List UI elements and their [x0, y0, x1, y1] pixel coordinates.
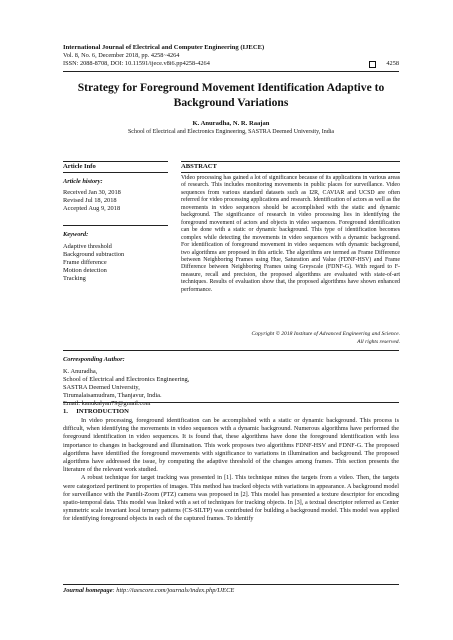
copyright-line-2: All rights reserved.	[357, 338, 400, 345]
keywords-heading: Keyword:	[63, 231, 89, 238]
corresponding-top-rule	[63, 350, 399, 351]
page-number-group	[369, 60, 399, 68]
article-info-under-rule	[63, 172, 168, 173]
issn-line: ISSN: 2088-8708, DOI: 10.11591/ijece.v8i6.pp4258-4264	[63, 60, 210, 67]
corresponding-bottom-rule	[63, 402, 399, 403]
corresponding-email: Email: kanukalyan79@gmail.com	[63, 400, 151, 407]
square-icon	[369, 61, 376, 68]
journal-homepage-url[interactable]: : http://iaescore.com/journals/index.php/IJECE	[112, 587, 235, 594]
abstract-text: Video processing has gained a lot of significance because of its applications in various areas of research. This includes monitoring movements in public places for surveillance. Video sequences from various standard datasets such as I2R, CAVIAR and UCSD are often referred for video processing applications and research. Identification of actors as well as the movements in video sequences should be accomplished with the static and dynamic background. The significance of research in video processing lies in identifying the foreground movement of actors and objects in video sequences. Foreground identification can be done with a static or dynamic background. This type of identification becomes complex while detecting the movements in video sequences with a dynamic background. For identification of foreground movement in video sequences with dynamic background, two algorithms are proposed in this article. The algorithms are termed as Frame Difference between Neighboring Frames using Hue, Saturation and Value (FDNF-HSV) and Frame Difference between Neighboring Frames using Greyscale (FDNF-G). With regard to F-measure, recall and precision, the proposed algorithms are evaluated with state-of-art techniques. Results of evaluation show that, the proposed algorithms have shown enhanced performance.	[181, 175, 400, 293]
issn-row	[63, 60, 399, 68]
keyword-item: Frame difference	[63, 259, 107, 266]
corresponding-name: K. Anuradha,	[63, 368, 98, 375]
journal-header	[63, 44, 399, 68]
copyright-notice	[181, 331, 400, 346]
corresponding-location: Tirumalaisamudram, Thanjavur, India.	[63, 392, 162, 399]
corresponding-school: School of Electrical and Electronics Engineering,	[63, 376, 190, 383]
history-accepted: Accepted Aug 9, 2018	[63, 205, 121, 212]
paper-authors: K. Anuradha, N. R. Raajan	[192, 120, 270, 127]
paper-title: Strategy for Foreground Movement Identification Adaptive to Background Variations	[77, 81, 385, 109]
keyword-item: Motion detection	[63, 267, 107, 274]
journal-homepage-label: Journal homepage	[63, 587, 113, 594]
article-history	[63, 178, 168, 213]
keyword-item: Tracking	[63, 275, 86, 282]
paper-affiliation: School of Electrical and Electronics Engineering, SASTRA Deemed University, India	[127, 129, 335, 135]
keyword-item: Adaptive threshold	[63, 243, 112, 250]
abstract-top-rule	[181, 161, 400, 162]
introduction-paragraph: A robust technique for target tracking was presented in [1]. This technique mines the targets from a video. Then, the targets were categorized pertinent to properties of images. This method has tracked objects with variations in appearance. A background model for surveillance with the Pantilt-Zoom (PTZ) camera was proposed in [2]. This model has presented a texture descriptor for encoding spatio-temporal data. This model was linked with a set of techniques for tracking objects. In [3], a textual descriptor referred as Center symmetric scale invariant local ternary patterns (CS-SILTP) was contributed for building a background model. This model was applied for identifying foreground objects in each of the captured frames. To identify	[63, 474, 399, 523]
keywords	[63, 231, 168, 283]
introduction-body	[63, 417, 399, 524]
journal-homepage	[63, 587, 234, 595]
corresponding-university: SASTRA Deemed University,	[63, 384, 140, 391]
history-received: Received Jan 30, 2018	[63, 189, 121, 196]
abstract-under-rule	[181, 172, 400, 173]
history-revised: Revised Jul 18, 2018	[63, 197, 117, 204]
volume-line: Vol. 8, No. 6, December 2018, pp. 4258~4264	[63, 52, 180, 59]
article-info-heading: Article Info	[63, 163, 96, 170]
keyword-top-rule	[63, 225, 168, 226]
header-divider	[63, 71, 399, 72]
copyright-line-1: Copyright © 2018 Institute of Advanced Engineering and Science.	[251, 331, 400, 337]
introduction-paragraph: In video processing, foreground identification can be accomplished with a static or dynamic background. This process is difficult, when identifying the movements in video sequences with a dynamic background. Numerous algorithms have performed the foreground identification in video sequences. It is found that, these algorithms have done the foreground identification with less importance to changes in background and illumination. This work proposes two algorithms FDNF-HSV and FDNF-G. The proposed algorithms have identified the foreground movements with significance to variations in illumination and background. The proposed algorithms have addressed the issue, by computing the adaptive threshold of the changes among frames. This section presents the literature of the relevant work studied.	[63, 417, 399, 474]
footer-divider	[63, 584, 399, 585]
introduction-heading: 1. INTRODUCTION	[63, 408, 129, 415]
abstract-heading: ABSTRACT	[181, 163, 217, 170]
keyword-item: Background subtraction	[63, 251, 125, 258]
page-number: 4258	[386, 60, 399, 67]
article-history-heading: Article history:	[63, 178, 103, 185]
article-info-top-rule	[63, 161, 168, 162]
journal-name: International Journal of Electrical and Computer Engineering (IJECE)	[63, 44, 265, 51]
corresponding-author-heading: Corresponding Author:	[63, 356, 125, 363]
